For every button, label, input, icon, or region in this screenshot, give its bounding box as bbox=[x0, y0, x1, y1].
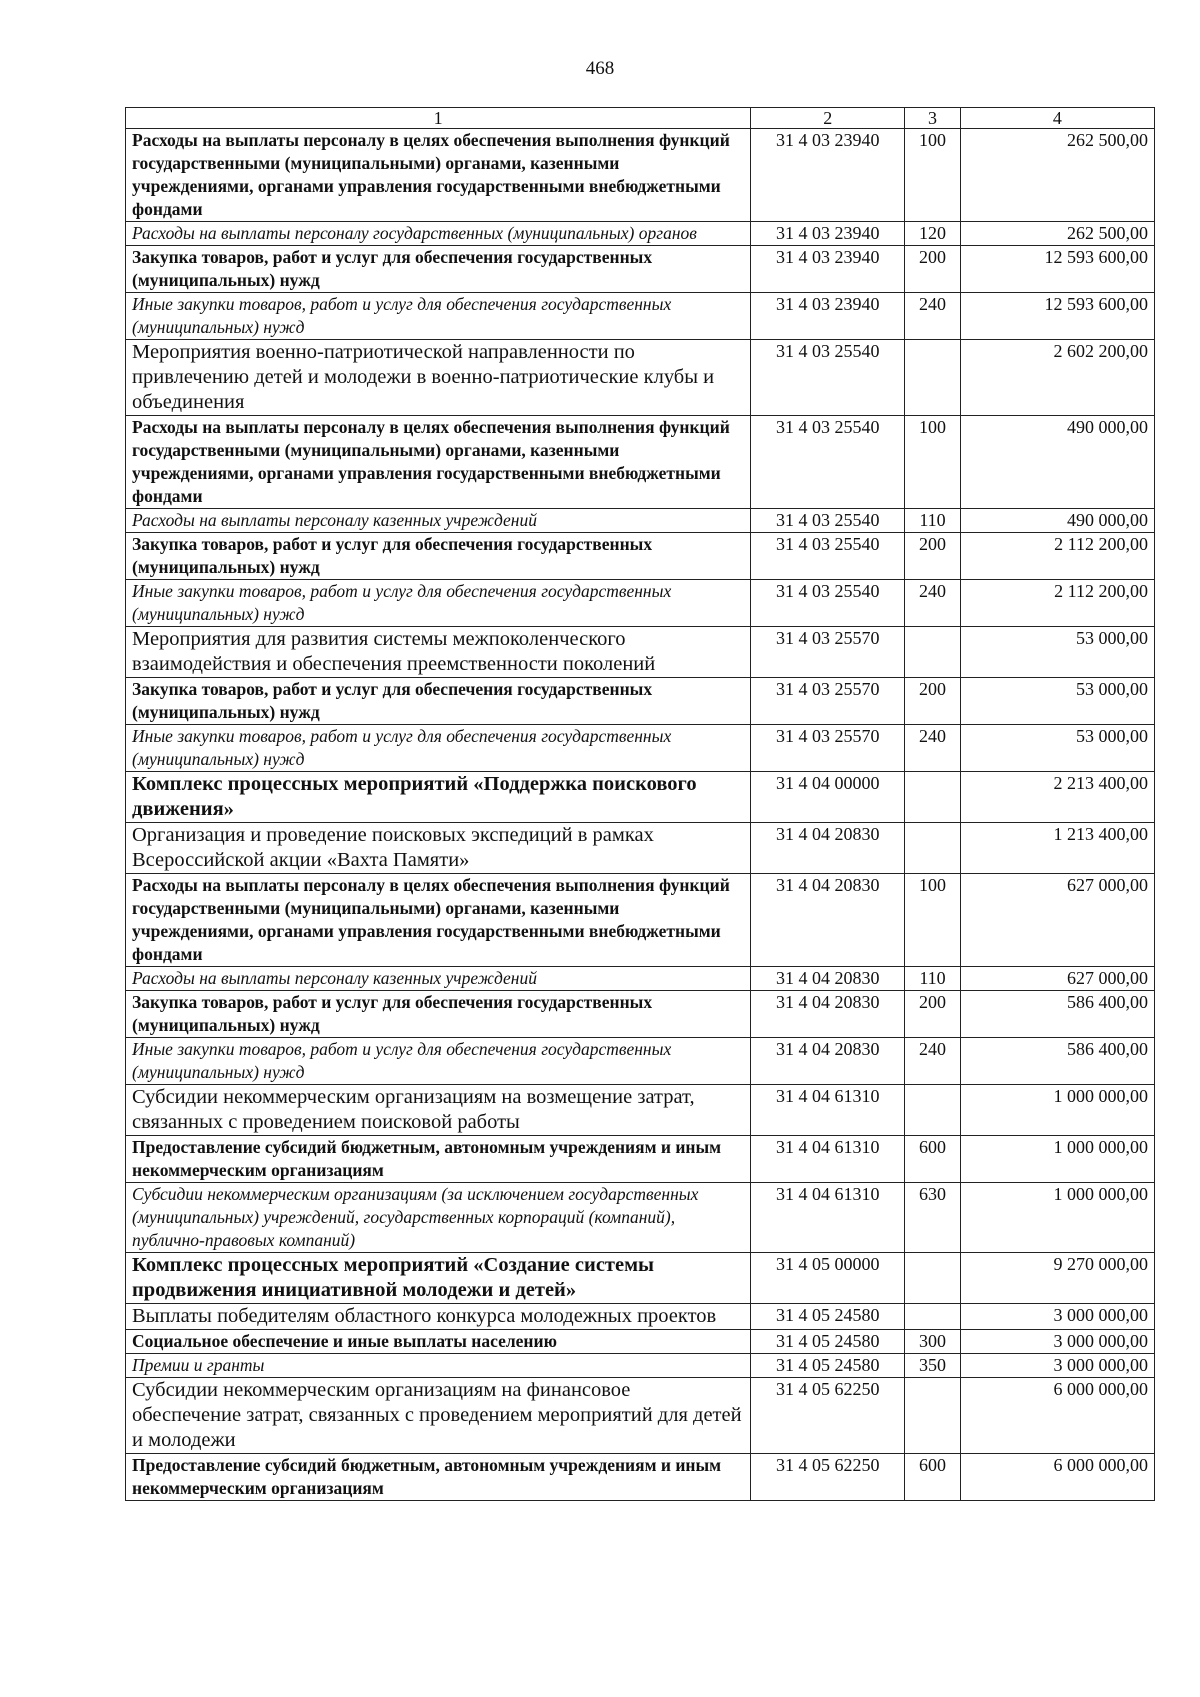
row-name-cell: Иные закупки товаров, работ и услуг для обеспечения государственных (муниципальных) нужд bbox=[126, 725, 751, 772]
row-name-cell: Премии и гранты bbox=[126, 1354, 751, 1378]
row-amount-cell: 53 000,00 bbox=[960, 725, 1154, 772]
table-row bbox=[126, 1038, 1155, 1085]
row-amount-cell: 3 000 000,00 bbox=[960, 1304, 1154, 1330]
row-code-cell: 31 4 04 61310 bbox=[751, 1085, 905, 1136]
header-col-1: 1 bbox=[126, 108, 751, 129]
row-type-cell: 110 bbox=[905, 509, 960, 533]
table-row bbox=[126, 416, 1155, 509]
row-code-cell: 31 4 03 25570 bbox=[751, 627, 905, 678]
row-code-cell: 31 4 04 20830 bbox=[751, 991, 905, 1038]
table-row bbox=[126, 1354, 1155, 1378]
header-col-2: 2 bbox=[751, 108, 905, 129]
table-row bbox=[126, 678, 1155, 725]
row-name-cell: Иные закупки товаров, работ и услуг для обеспечения государственных (муниципальных) нужд bbox=[126, 293, 751, 340]
table-row bbox=[126, 1378, 1155, 1454]
row-code-cell: 31 4 04 00000 bbox=[751, 772, 905, 823]
row-type-cell: 120 bbox=[905, 222, 960, 246]
row-amount-cell: 1 000 000,00 bbox=[960, 1183, 1154, 1253]
row-name-cell: Расходы на выплаты персоналу в целях обеспечения выполнения функций государственными (муниципальными) органами, казенными учреждениями, органами управления государственными внебюджетными фондами bbox=[126, 874, 751, 967]
row-code-cell: 31 4 04 20830 bbox=[751, 1038, 905, 1085]
row-code-cell: 31 4 03 23940 bbox=[751, 222, 905, 246]
table-row bbox=[126, 991, 1155, 1038]
row-type-cell bbox=[905, 1253, 960, 1304]
row-amount-cell: 2 213 400,00 bbox=[960, 772, 1154, 823]
row-code-cell: 31 4 04 20830 bbox=[751, 823, 905, 874]
table-row bbox=[126, 823, 1155, 874]
row-code-cell: 31 4 05 24580 bbox=[751, 1330, 905, 1354]
table-row bbox=[126, 1330, 1155, 1354]
row-code-cell: 31 4 05 62250 bbox=[751, 1454, 905, 1501]
row-name-cell: Социальное обеспечение и иные выплаты населению bbox=[126, 1330, 751, 1354]
table-row bbox=[126, 222, 1155, 246]
table-row bbox=[126, 293, 1155, 340]
table-row bbox=[126, 509, 1155, 533]
row-amount-cell: 1 000 000,00 bbox=[960, 1136, 1154, 1183]
row-name-cell: Иные закупки товаров, работ и услуг для обеспечения государственных (муниципальных) нужд bbox=[126, 1038, 751, 1085]
table-row bbox=[126, 627, 1155, 678]
row-name-cell: Закупка товаров, работ и услуг для обеспечения государственных (муниципальных) нужд bbox=[126, 246, 751, 293]
row-type-cell: 240 bbox=[905, 293, 960, 340]
row-amount-cell: 2 112 200,00 bbox=[960, 533, 1154, 580]
row-type-cell: 200 bbox=[905, 991, 960, 1038]
row-amount-cell: 3 000 000,00 bbox=[960, 1354, 1154, 1378]
row-amount-cell: 53 000,00 bbox=[960, 678, 1154, 725]
row-amount-cell: 262 500,00 bbox=[960, 222, 1154, 246]
row-code-cell: 31 4 04 61310 bbox=[751, 1136, 905, 1183]
table-row bbox=[126, 725, 1155, 772]
row-amount-cell: 9 270 000,00 bbox=[960, 1253, 1154, 1304]
row-amount-cell: 586 400,00 bbox=[960, 1038, 1154, 1085]
row-amount-cell: 6 000 000,00 bbox=[960, 1454, 1154, 1501]
row-code-cell: 31 4 04 20830 bbox=[751, 874, 905, 967]
page-number: 468 bbox=[585, 58, 615, 79]
row-type-cell: 350 bbox=[905, 1354, 960, 1378]
row-name-cell: Субсидии некоммерческим организациям на возмещение затрат, связанных с проведением поисковой работы bbox=[126, 1085, 751, 1136]
row-name-cell: Иные закупки товаров, работ и услуг для обеспечения государственных (муниципальных) нужд bbox=[126, 580, 751, 627]
row-code-cell: 31 4 04 20830 bbox=[751, 967, 905, 991]
row-name-cell: Закупка товаров, работ и услуг для обеспечения государственных (муниципальных) нужд bbox=[126, 991, 751, 1038]
row-name-cell: Комплекс процессных мероприятий «Поддержка поискового движения» bbox=[126, 772, 751, 823]
table-row bbox=[126, 580, 1155, 627]
row-name-cell: Мероприятия военно-патриотической направленности по привлечению детей и молодежи в военно-патриотические клубы и объединения bbox=[126, 340, 751, 416]
row-code-cell: 31 4 03 25540 bbox=[751, 509, 905, 533]
row-code-cell: 31 4 04 61310 bbox=[751, 1183, 905, 1253]
row-name-cell: Субсидии некоммерческим организациям на финансовое обеспечение затрат, связанных с проведением мероприятий для детей и молодежи bbox=[126, 1378, 751, 1454]
row-code-cell: 31 4 03 23940 bbox=[751, 246, 905, 293]
row-type-cell: 100 bbox=[905, 129, 960, 222]
table-row bbox=[126, 533, 1155, 580]
row-type-cell bbox=[905, 772, 960, 823]
row-code-cell: 31 4 03 25540 bbox=[751, 580, 905, 627]
row-amount-cell: 2 112 200,00 bbox=[960, 580, 1154, 627]
row-type-cell bbox=[905, 1085, 960, 1136]
row-type-cell bbox=[905, 1304, 960, 1330]
row-name-cell: Организация и проведение поисковых экспедиций в рамках Всероссийской акции «Вахта Памяти» bbox=[126, 823, 751, 874]
table-row bbox=[126, 1085, 1155, 1136]
row-code-cell: 31 4 05 00000 bbox=[751, 1253, 905, 1304]
row-amount-cell: 12 593 600,00 bbox=[960, 293, 1154, 340]
row-code-cell: 31 4 05 62250 bbox=[751, 1378, 905, 1454]
row-type-cell: 100 bbox=[905, 416, 960, 509]
row-type-cell bbox=[905, 340, 960, 416]
row-type-cell: 110 bbox=[905, 967, 960, 991]
table-row bbox=[126, 772, 1155, 823]
row-type-cell: 240 bbox=[905, 1038, 960, 1085]
table-row bbox=[126, 1183, 1155, 1253]
header-col-4: 4 bbox=[960, 108, 1154, 129]
row-code-cell: 31 4 03 25570 bbox=[751, 725, 905, 772]
table-row bbox=[126, 874, 1155, 967]
row-code-cell: 31 4 03 25570 bbox=[751, 678, 905, 725]
row-code-cell: 31 4 03 25540 bbox=[751, 340, 905, 416]
row-type-cell: 200 bbox=[905, 533, 960, 580]
table-header-row bbox=[126, 108, 1155, 129]
header-col-3: 3 bbox=[905, 108, 960, 129]
row-name-cell: Расходы на выплаты персоналу казенных учреждений bbox=[126, 509, 751, 533]
row-type-cell bbox=[905, 627, 960, 678]
row-type-cell: 100 bbox=[905, 874, 960, 967]
row-type-cell: 600 bbox=[905, 1454, 960, 1501]
row-amount-cell: 490 000,00 bbox=[960, 509, 1154, 533]
budget-table bbox=[125, 107, 1155, 1501]
row-name-cell: Комплекс процессных мероприятий «Создание системы продвижения инициативной молодежи и детей» bbox=[126, 1253, 751, 1304]
row-amount-cell: 12 593 600,00 bbox=[960, 246, 1154, 293]
row-type-cell: 630 bbox=[905, 1183, 960, 1253]
row-amount-cell: 1 213 400,00 bbox=[960, 823, 1154, 874]
row-amount-cell: 6 000 000,00 bbox=[960, 1378, 1154, 1454]
row-amount-cell: 1 000 000,00 bbox=[960, 1085, 1154, 1136]
table-row bbox=[126, 967, 1155, 991]
row-type-cell: 300 bbox=[905, 1330, 960, 1354]
row-code-cell: 31 4 05 24580 bbox=[751, 1354, 905, 1378]
table-row bbox=[126, 1253, 1155, 1304]
row-amount-cell: 53 000,00 bbox=[960, 627, 1154, 678]
row-name-cell: Закупка товаров, работ и услуг для обеспечения государственных (муниципальных) нужд bbox=[126, 678, 751, 725]
row-amount-cell: 627 000,00 bbox=[960, 874, 1154, 967]
table-row bbox=[126, 129, 1155, 222]
table-row bbox=[126, 1304, 1155, 1330]
row-code-cell: 31 4 03 25540 bbox=[751, 416, 905, 509]
row-type-cell bbox=[905, 1378, 960, 1454]
table-row bbox=[126, 246, 1155, 293]
row-amount-cell: 3 000 000,00 bbox=[960, 1330, 1154, 1354]
row-code-cell: 31 4 03 23940 bbox=[751, 293, 905, 340]
row-type-cell: 200 bbox=[905, 678, 960, 725]
row-type-cell bbox=[905, 823, 960, 874]
row-amount-cell: 262 500,00 bbox=[960, 129, 1154, 222]
row-code-cell: 31 4 03 25540 bbox=[751, 533, 905, 580]
row-code-cell: 31 4 03 23940 bbox=[751, 129, 905, 222]
row-name-cell: Субсидии некоммерческим организациям (за исключением государственных (муниципальных) учреждений, государственных корпораций (компаний), публично-правовых компаний) bbox=[126, 1183, 751, 1253]
row-name-cell: Закупка товаров, работ и услуг для обеспечения государственных (муниципальных) нужд bbox=[126, 533, 751, 580]
row-type-cell: 240 bbox=[905, 580, 960, 627]
row-type-cell: 600 bbox=[905, 1136, 960, 1183]
table-row bbox=[126, 1454, 1155, 1501]
row-code-cell: 31 4 05 24580 bbox=[751, 1304, 905, 1330]
row-name-cell: Расходы на выплаты персоналу в целях обеспечения выполнения функций государственными (муниципальными) органами, казенными учреждениями, органами управления государственными внебюджетными фондами bbox=[126, 416, 751, 509]
row-name-cell: Предоставление субсидий бюджетным, автономным учреждениям и иным некоммерческим организациям bbox=[126, 1136, 751, 1183]
row-type-cell: 240 bbox=[905, 725, 960, 772]
row-name-cell: Мероприятия для развития системы межпоколенческого взаимодействия и обеспечения преемственности поколений bbox=[126, 627, 751, 678]
row-amount-cell: 490 000,00 bbox=[960, 416, 1154, 509]
row-name-cell: Расходы на выплаты персоналу в целях обеспечения выполнения функций государственными (муниципальными) органами, казенными учреждениями, органами управления государственными внебюджетными фондами bbox=[126, 129, 751, 222]
row-type-cell: 200 bbox=[905, 246, 960, 293]
table-row bbox=[126, 340, 1155, 416]
row-name-cell: Выплаты победителям областного конкурса молодежных проектов bbox=[126, 1304, 751, 1330]
row-amount-cell: 627 000,00 bbox=[960, 967, 1154, 991]
row-amount-cell: 586 400,00 bbox=[960, 991, 1154, 1038]
row-name-cell: Предоставление субсидий бюджетным, автономным учреждениям и иным некоммерческим организациям bbox=[126, 1454, 751, 1501]
row-name-cell: Расходы на выплаты персоналу государственных (муниципальных) органов bbox=[126, 222, 751, 246]
row-amount-cell: 2 602 200,00 bbox=[960, 340, 1154, 416]
row-name-cell: Расходы на выплаты персоналу казенных учреждений bbox=[126, 967, 751, 991]
table-row bbox=[126, 1136, 1155, 1183]
